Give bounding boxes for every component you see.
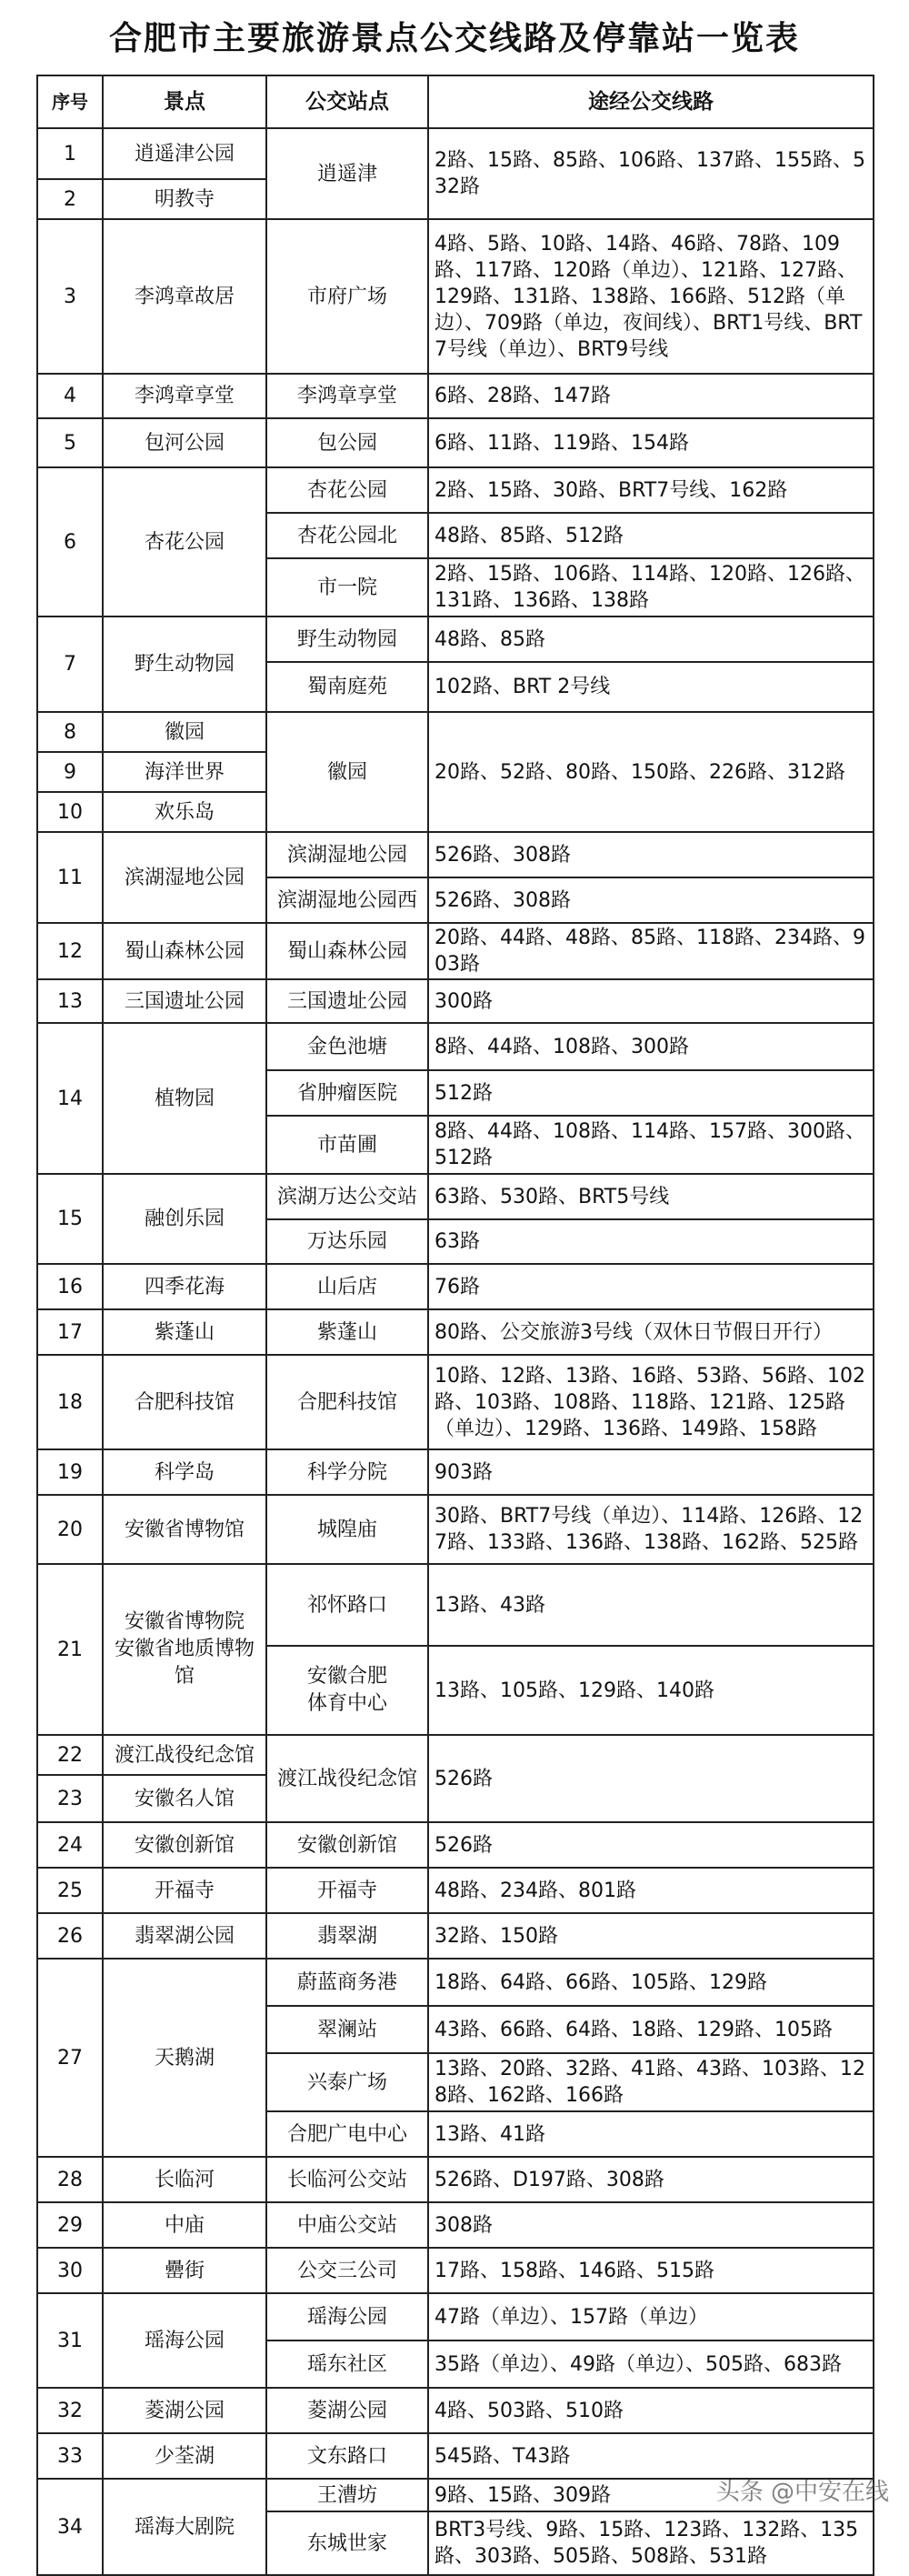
cell-index: 9 — [37, 752, 103, 792]
cell-bus-lines: 8路、44路、108路、300路 — [428, 1023, 874, 1070]
cell-bus-lines: 526路、308路 — [428, 832, 874, 877]
cell-bus-stop: 杏花公园北 — [266, 513, 428, 558]
table-row — [37, 418, 874, 467]
table-row — [37, 467, 874, 513]
cell-bus-lines: 2路、15路、106路、114路、120路、126路、131路、136路、138路 — [428, 558, 874, 616]
cell-bus-stop: 紫蓬山 — [266, 1309, 428, 1355]
cell-bus-lines: 48路、85路、512路 — [428, 513, 874, 558]
cell-attraction: 明教寺 — [103, 179, 266, 219]
cell-bus-stop: 滨湖湿地公园 — [266, 832, 428, 877]
cell-bus-lines: 48路、234路、801路 — [428, 1868, 874, 1913]
cell-bus-stop: 杏花公园 — [266, 467, 428, 513]
cell-bus-lines: 6路、28路、147路 — [428, 374, 874, 418]
cell-bus-lines: 13路、105路、129路、140路 — [428, 1646, 874, 1735]
cell-bus-stop: 翠澜站 — [266, 2006, 428, 2053]
table-row — [37, 1868, 874, 1913]
cell-bus-lines: 63路、530路、BRT5号线 — [428, 1174, 874, 1219]
cell-index: 16 — [37, 1264, 103, 1309]
cell-bus-stop: 市府广场 — [266, 219, 428, 374]
cell-bus-stop: 市一院 — [266, 558, 428, 616]
cell-bus-stop: 滨湖万达公交站 — [266, 1174, 428, 1219]
cell-index: 24 — [37, 1822, 103, 1868]
cell-bus-lines: 2路、15路、85路、106路、137路、155路、532路 — [428, 128, 874, 219]
table-body — [37, 128, 874, 2575]
cell-attraction: 蜀山森林公园 — [103, 923, 266, 979]
cell-attraction: 包河公园 — [103, 418, 266, 467]
cell-index: 10 — [37, 792, 103, 832]
cell-bus-stop: 蜀山森林公园 — [266, 923, 428, 979]
cell-bus-lines: 76路 — [428, 1264, 874, 1309]
cell-attraction: 安徽省博物馆 — [103, 1495, 266, 1564]
table-row — [37, 1735, 874, 1775]
cell-bus-stop: 三国遗址公园 — [266, 979, 428, 1023]
table-row — [37, 1174, 874, 1219]
table-row — [37, 374, 874, 418]
cell-index: 4 — [37, 374, 103, 418]
cell-attraction: 欢乐岛 — [103, 792, 266, 832]
cell-attraction: 渡江战役纪念馆 — [103, 1735, 266, 1775]
cell-attraction: 少荃湖 — [103, 2433, 266, 2479]
cell-bus-lines: 4路、5路、10路、14路、46路、78路、109路、117路、120路（单边）、121路、127路、129路、131路、138路、166路、512路（单边）、709路（单边，夜间线）、BRT1号线、BRT7号线（单边）、BRT9号线 — [428, 219, 874, 374]
cell-bus-stop: 包公园 — [266, 418, 428, 467]
table-row — [37, 1564, 874, 1646]
cell-bus-stop: 安徽合肥 体育中心 — [266, 1646, 428, 1735]
header-index: 序号 — [37, 75, 103, 128]
cell-attraction: 野生动物园 — [103, 616, 266, 712]
cell-attraction: 融创乐园 — [103, 1174, 266, 1264]
cell-bus-lines: 9路、15路、309路 — [428, 2479, 874, 2511]
cell-index: 30 — [37, 2248, 103, 2293]
cell-index: 7 — [37, 616, 103, 712]
cell-bus-stop: 省肿瘤医院 — [266, 1070, 428, 1116]
cell-bus-stop: 文东路口 — [266, 2433, 428, 2479]
cell-bus-lines: 6路、11路、119路、154路 — [428, 418, 874, 467]
table-row — [37, 1449, 874, 1495]
cell-bus-stop: 城隍庙 — [266, 1495, 428, 1564]
cell-attraction: 安徽创新馆 — [103, 1822, 266, 1868]
table-row — [37, 1355, 874, 1449]
cell-bus-stop: 李鸿章享堂 — [266, 374, 428, 418]
cell-attraction: 安徽省博物院 安徽省地质博物馆 — [103, 1564, 266, 1735]
cell-bus-stop: 滨湖湿地公园西 — [266, 877, 428, 923]
cell-bus-lines: 30路、BRT7号线（单边）、114路、126路、127路、133路、136路、138路、162路、525路 — [428, 1495, 874, 1564]
table-row — [37, 2202, 874, 2248]
cell-bus-stop: 菱湖公园 — [266, 2388, 428, 2433]
cell-bus-lines: 300路 — [428, 979, 874, 1023]
table-row — [37, 2293, 874, 2340]
table-row — [37, 2388, 874, 2433]
cell-bus-stop: 逍遥津 — [266, 128, 428, 219]
cell-bus-lines: 48路、85路 — [428, 616, 874, 662]
cell-index: 14 — [37, 1023, 103, 1174]
cell-attraction: 开福寺 — [103, 1868, 266, 1913]
cell-bus-lines: 526路 — [428, 1735, 874, 1822]
table-row — [37, 923, 874, 979]
cell-bus-lines: 13路、41路 — [428, 2111, 874, 2157]
cell-attraction: 菱湖公园 — [103, 2388, 266, 2433]
cell-index: 26 — [37, 1913, 103, 1959]
cell-bus-stop: 万达乐园 — [266, 1219, 428, 1264]
cell-bus-lines: 13路、20路、32路、41路、43路、103路、128路、162路、166路 — [428, 2053, 874, 2111]
cell-bus-lines: BRT3号线、9路、15路、123路、132路、135路、303路、505路、508路、531路 — [428, 2511, 874, 2575]
cell-attraction: 三国遗址公园 — [103, 979, 266, 1023]
cell-index: 6 — [37, 467, 103, 616]
cell-bus-lines: 18路、64路、66路、105路、129路 — [428, 1959, 874, 2006]
cell-bus-lines: 102路、BRT 2号线 — [428, 662, 874, 712]
header-bus-lines: 途经公交线路 — [428, 75, 874, 128]
cell-bus-stop: 合肥广电中心 — [266, 2111, 428, 2157]
cell-bus-stop: 徽园 — [266, 712, 428, 832]
cell-attraction: 四季花海 — [103, 1264, 266, 1309]
table-row — [37, 616, 874, 662]
cell-bus-lines: 308路 — [428, 2202, 874, 2248]
cell-attraction: 逍遥津公园 — [103, 128, 266, 179]
cell-bus-stop: 合肥科技馆 — [266, 1355, 428, 1449]
cell-attraction: 徽园 — [103, 712, 266, 752]
cell-bus-lines: 526路 — [428, 1822, 874, 1868]
cell-attraction: 瑶海公园 — [103, 2293, 266, 2388]
cell-attraction: 海洋世界 — [103, 752, 266, 792]
cell-attraction: 李鸿章享堂 — [103, 374, 266, 418]
cell-bus-stop: 瑶东社区 — [266, 2340, 428, 2388]
cell-attraction: 杏花公园 — [103, 467, 266, 616]
table-row — [37, 1822, 874, 1868]
cell-index: 32 — [37, 2388, 103, 2433]
table-header-row — [37, 75, 874, 128]
cell-index: 25 — [37, 1868, 103, 1913]
cell-bus-lines: 63路 — [428, 1219, 874, 1264]
cell-attraction: 李鸿章故居 — [103, 219, 266, 374]
header-attraction: 景点 — [103, 75, 266, 128]
cell-bus-lines: 545路、T43路 — [428, 2433, 874, 2479]
cell-bus-lines: 20路、52路、80路、150路、226路、312路 — [428, 712, 874, 832]
table-row — [37, 128, 874, 179]
table-row — [37, 1913, 874, 1959]
table-row — [37, 1309, 874, 1355]
cell-bus-stop: 公交三公司 — [266, 2248, 428, 2293]
cell-bus-lines: 47路（单边）、157路（单边） — [428, 2293, 874, 2340]
table-row — [37, 2157, 874, 2202]
cell-attraction: 合肥科技馆 — [103, 1355, 266, 1449]
cell-bus-stop: 山后店 — [266, 1264, 428, 1309]
cell-bus-lines: 903路 — [428, 1449, 874, 1495]
table-row — [37, 832, 874, 877]
cell-bus-stop: 兴泰广场 — [266, 2053, 428, 2111]
cell-index: 20 — [37, 1495, 103, 1564]
table-row — [37, 2433, 874, 2479]
cell-bus-stop: 蔚蓝商务港 — [266, 1959, 428, 2006]
watermark-text: 头条 @中安在线 — [715, 2479, 889, 2506]
table-row — [37, 219, 874, 374]
cell-index: 33 — [37, 2433, 103, 2479]
cell-attraction: 中庙 — [103, 2202, 266, 2248]
cell-index: 15 — [37, 1174, 103, 1264]
cell-attraction: 植物园 — [103, 1023, 266, 1174]
table-row — [37, 1023, 874, 1070]
cell-bus-stop: 瑶海公园 — [266, 2293, 428, 2340]
cell-bus-lines: 17路、158路、146路、515路 — [428, 2248, 874, 2293]
cell-attraction: 安徽名人馆 — [103, 1775, 266, 1822]
bus-route-table — [36, 75, 874, 2576]
cell-index: 3 — [37, 219, 103, 374]
cell-bus-lines: 8路、44路、108路、114路、157路、300路、512路 — [428, 1116, 874, 1174]
header-bus-stop: 公交站点 — [266, 75, 428, 128]
cell-bus-lines: 2路、15路、30路、BRT7号线、162路 — [428, 467, 874, 513]
table-row — [37, 979, 874, 1023]
table-row — [37, 2248, 874, 2293]
cell-index: 12 — [37, 923, 103, 979]
cell-index: 22 — [37, 1735, 103, 1775]
cell-bus-lines: 512路 — [428, 1070, 874, 1116]
cell-bus-lines: 4路、503路、510路 — [428, 2388, 874, 2433]
table-row — [37, 1959, 874, 2006]
cell-index: 19 — [37, 1449, 103, 1495]
cell-attraction: 紫蓬山 — [103, 1309, 266, 1355]
cell-index: 13 — [37, 979, 103, 1023]
cell-index: 27 — [37, 1959, 103, 2157]
cell-index: 5 — [37, 418, 103, 467]
cell-attraction: 翡翠湖公园 — [103, 1913, 266, 1959]
cell-bus-lines: 32路、150路 — [428, 1913, 874, 1959]
cell-bus-stop: 东城世家 — [266, 2511, 428, 2575]
cell-bus-lines: 35路（单边）、49路（单边）、505路、683路 — [428, 2340, 874, 2388]
cell-index: 18 — [37, 1355, 103, 1449]
cell-index: 2 — [37, 179, 103, 219]
cell-index: 23 — [37, 1775, 103, 1822]
cell-attraction: 滨湖湿地公园 — [103, 832, 266, 923]
cell-bus-stop: 市苗圃 — [266, 1116, 428, 1174]
cell-attraction: 天鹅湖 — [103, 1959, 266, 2157]
cell-bus-stop: 蜀南庭苑 — [266, 662, 428, 712]
cell-index: 21 — [37, 1564, 103, 1735]
cell-attraction: 科学岛 — [103, 1449, 266, 1495]
cell-bus-stop: 王漕坊 — [266, 2479, 428, 2511]
cell-index: 8 — [37, 712, 103, 752]
cell-index: 28 — [37, 2157, 103, 2202]
table-row — [37, 1264, 874, 1309]
cell-bus-stop: 安徽创新馆 — [266, 1822, 428, 1868]
cell-index: 17 — [37, 1309, 103, 1355]
cell-bus-lines: 526路、308路 — [428, 877, 874, 923]
cell-index: 11 — [37, 832, 103, 923]
page-title: 合肥市主要旅游景点公交线路及停靠站一览表 — [108, 20, 800, 57]
cell-bus-stop: 开福寺 — [266, 1868, 428, 1913]
cell-bus-lines: 13路、43路 — [428, 1564, 874, 1646]
cell-bus-lines: 10路、12路、13路、16路、53路、56路、102路、103路、108路、118路、121路、125路（单边）、129路、136路、149路、158路 — [428, 1355, 874, 1449]
cell-bus-stop: 金色池塘 — [266, 1023, 428, 1070]
cell-bus-stop: 长临河公交站 — [266, 2157, 428, 2202]
cell-index: 34 — [37, 2479, 103, 2575]
cell-bus-stop: 野生动物园 — [266, 616, 428, 662]
cell-attraction: 罍街 — [103, 2248, 266, 2293]
cell-attraction: 瑶海大剧院 — [103, 2479, 266, 2575]
cell-attraction: 长临河 — [103, 2157, 266, 2202]
cell-bus-lines: 526路、D197路、308路 — [428, 2157, 874, 2202]
cell-index: 29 — [37, 2202, 103, 2248]
cell-bus-lines: 80路、公交旅游3号线（双休日节假日开行） — [428, 1309, 874, 1355]
cell-bus-stop: 中庙公交站 — [266, 2202, 428, 2248]
cell-bus-lines: 43路、66路、64路、18路、129路、105路 — [428, 2006, 874, 2053]
cell-index: 1 — [37, 128, 103, 179]
cell-bus-stop: 翡翠湖 — [266, 1913, 428, 1959]
cell-bus-stop: 祁怀路口 — [266, 1564, 428, 1646]
cell-bus-stop: 科学分院 — [266, 1449, 428, 1495]
table-row — [37, 712, 874, 752]
cell-index: 31 — [37, 2293, 103, 2388]
table-row — [37, 1495, 874, 1564]
cell-bus-stop: 渡江战役纪念馆 — [266, 1735, 428, 1822]
cell-bus-lines: 20路、44路、48路、85路、118路、234路、903路 — [428, 923, 874, 979]
